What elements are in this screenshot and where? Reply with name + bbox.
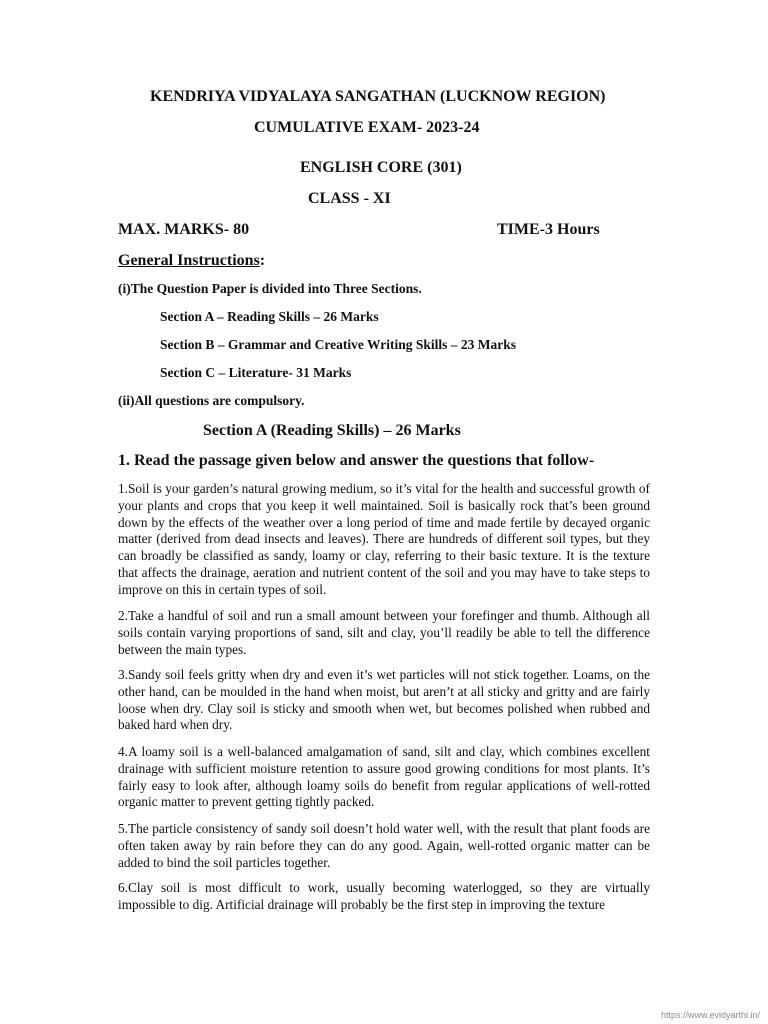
class-title: CLASS - XI xyxy=(308,190,391,207)
max-marks: MAX. MARKS- 80 xyxy=(118,221,250,238)
org-title: KENDRIYA VIDYALAYA SANGATHAN (LUCKNOW REGION) xyxy=(150,88,606,105)
section-c-marks: Section C – Literature- 31 Marks xyxy=(160,365,352,380)
passage-paragraph-1: 1.Soil is your garden’s natural growing medium, so it’s vital for the health and successful growth of your plants and crops that you keep it well maintained. Soil is basically rock that’s been ground down by the effects of the weather over a long period of time and made fertile by decayed organic matter (derived from dead insects and leaves). There are hundreds of different soil types, but they can broadly be classified as sandy, loamy or clay, referring to their basic texture. It is the texture that affects the drainage, aeration and nutrient content of the soil and you may have to take steps to improve on this in certain types of soil. xyxy=(118,481,650,597)
section-b-marks: Section B – Grammar and Creative Writing Skills – 23 Marks xyxy=(160,337,517,352)
section-a-marks: Section A – Reading Skills – 26 Marks xyxy=(160,309,379,324)
instructions-heading xyxy=(118,252,265,270)
exam-title: CUMULATIVE EXAM- 2023-24 xyxy=(254,119,480,136)
passage-paragraph-3: 3.Sandy soil feels gritty when dry and even it’s wet particles will not stick together. Loams, on the other hand, can be moulded in the hand when moist, but aren’t at all sticky and gritty and are fairly loose when dry. Clay soil is sticky and smooth when wet, but becomes polished when rubbed and baked hard when dry. xyxy=(118,667,650,733)
passage-paragraph-2: 2.Take a handful of soil and run a small amount between your forefinger and thumb. Although all soils contain varying proportions of sand, silt and clay, you’ll readily be able to tell the difference between the main types. xyxy=(118,608,650,657)
question-1: 1. Read the passage given below and answer the questions that follow- xyxy=(118,452,595,469)
time-allowed: TIME-3 Hours xyxy=(497,221,600,238)
subject-title: ENGLISH CORE (301) xyxy=(300,159,462,176)
instructions-colon: : xyxy=(259,252,266,269)
watermark-url: https://www.evidyarthi.in/ xyxy=(660,1010,760,1020)
passage-paragraph-6: 6.Clay soil is most difficult to work, usually becoming waterlogged, so they are virtually impossible to dig. Artificial drainage will probably be the first step in improving the texture xyxy=(118,880,650,912)
passage-paragraph-5: 5.The particle consistency of sandy soil doesn’t hold water well, with the result that plant foods are often taken away by rain before they can do any good. Again, well-rotted organic matter can be added to bind the soil particles together. xyxy=(118,821,650,870)
section-a-heading: Section A (Reading Skills) – 26 Marks xyxy=(203,422,461,439)
instruction-item-1: (i)The Question Paper is divided into Three Sections. xyxy=(118,281,422,296)
passage-paragraph-4: 4.A loamy soil is a well-balanced amalgamation of sand, silt and clay, which combines excellent drainage with sufficient moisture retention to assure good growing conditions for most plants. It’s fairly easy to look after, although loamy soils do benefit from regular applications of well-rotted organic matter to prevent getting tightly packed. xyxy=(118,744,650,810)
instructions-title: General Instructions xyxy=(118,252,260,269)
instruction-item-2: (ii)All questions are compulsory. xyxy=(118,393,305,408)
